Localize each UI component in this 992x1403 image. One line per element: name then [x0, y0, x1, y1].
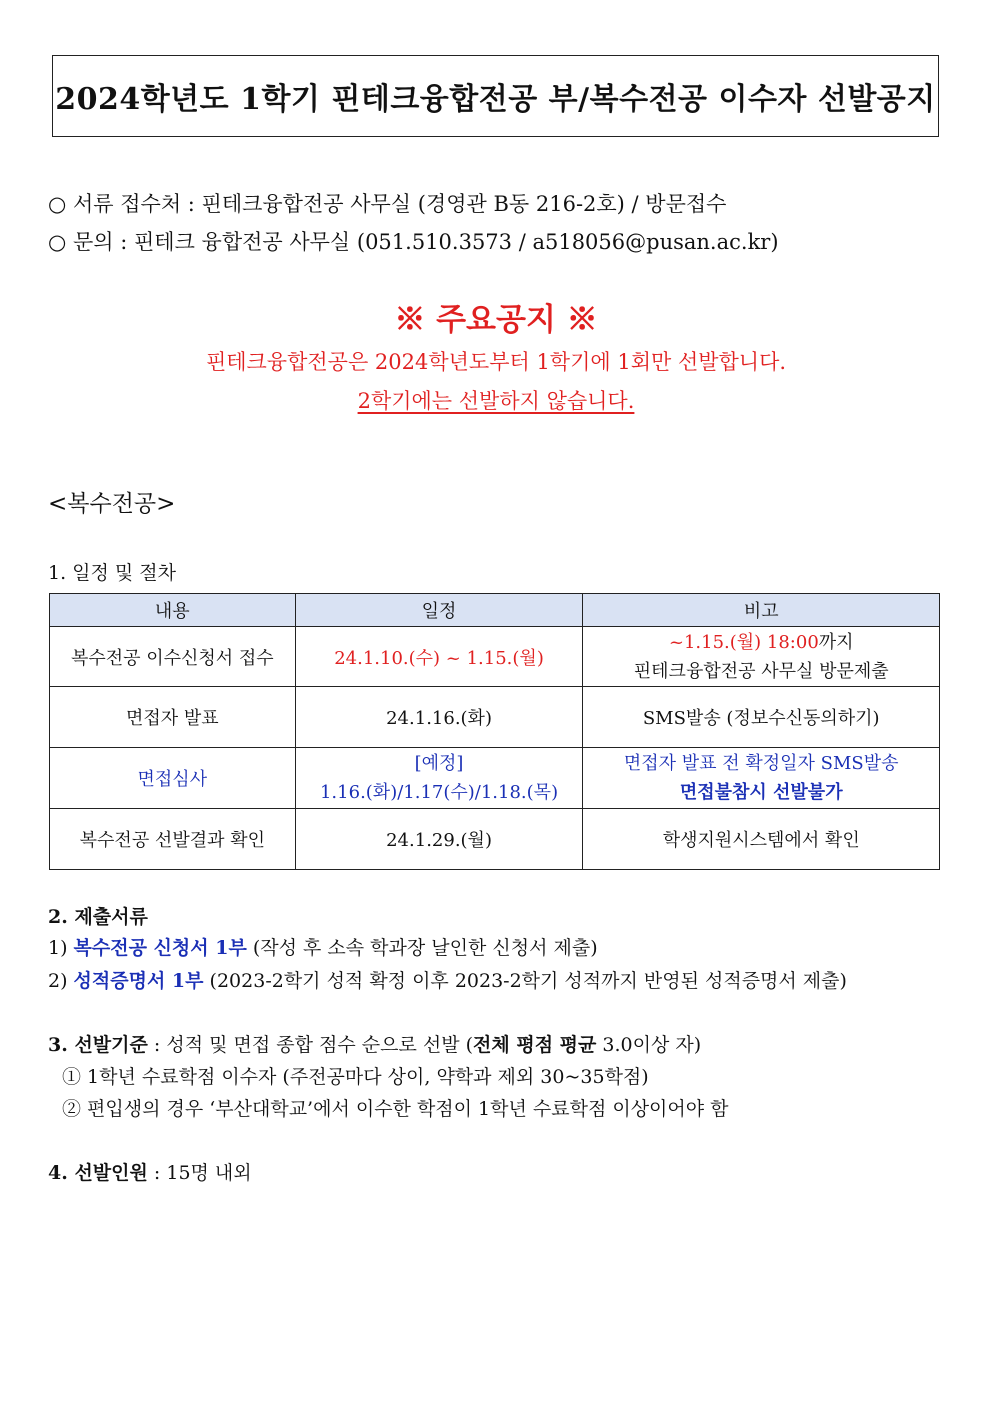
document-item-2: [48, 966, 847, 993]
document-item-1: [48, 933, 598, 960]
document-item-2-prefix: 2): [48, 970, 74, 992]
row-date-line: [예정]: [414, 753, 464, 774]
row-date-line: 1.16.(화)/1.17(수)/1.18.(목): [319, 782, 559, 803]
row-date: [295, 748, 583, 809]
row-note: [583, 748, 940, 809]
row-note-line: 면접자 발표 전 확정일자 SMS발송: [623, 753, 899, 774]
submission-location: ○ 서류 접수처 : 핀테크융합전공 사무실 (경영관 B동 216-2호) / 방문접수: [48, 192, 727, 216]
schedule-heading: 1. 일정 및 절차: [48, 562, 177, 584]
table-row: [50, 687, 940, 748]
schedule-table: [49, 593, 940, 870]
row-note-line: [583, 628, 939, 657]
contact-info: ○ 문의 : 핀테크 융합전공 사무실 (051.510.3573 / a518056@pusan.ac.kr): [48, 230, 779, 254]
row-item: 복수전공 이수신청서 접수: [50, 627, 296, 687]
table-row: [50, 809, 940, 870]
document-item-2-highlight: 성적증명서 1부: [73, 970, 204, 992]
row-note: SMS발송 (정보수신동의하기): [583, 687, 940, 748]
table-header-row: [50, 594, 940, 627]
document-item-2-rest: (2023-2학기 성적 확정 이후 2023-2학기 성적까지 반영된 성적증명서 제출): [203, 970, 847, 992]
row-date: 24.1.29.(월): [295, 809, 583, 870]
row-date: 24.1.16.(화): [295, 687, 583, 748]
table-row: [50, 627, 940, 687]
row-item: 복수전공 선발결과 확인: [50, 809, 296, 870]
quota-line: [48, 1158, 252, 1185]
section-heading: <복수전공>: [48, 491, 176, 517]
document-item-1-rest: (작성 후 소속 학과장 날인한 신청서 제출): [246, 937, 598, 959]
criteria-text-before: : 성적 및 면접 종합 점수 순으로 선발 (: [147, 1034, 474, 1056]
column-header: 내용: [50, 594, 296, 627]
notice-line-2-text: 2학기에는 선발하지 않습니다.: [357, 389, 635, 413]
row-note: [583, 627, 940, 687]
row-item: 면접심사: [50, 748, 296, 809]
criteria-line: [48, 1030, 701, 1057]
deadline-suffix: 까지: [818, 631, 854, 653]
notice-line-1: 핀테크융합전공은 2024학년도부터 1학기에 1회만 선발합니다.: [205, 350, 787, 374]
criteria-text-after: 3.0이상 자): [596, 1034, 702, 1056]
criteria-item-2: ② 편입생의 경우 ‘부산대학교’에서 이수한 학점이 1학년 수료학점 이상이어야 함: [62, 1098, 729, 1120]
documents-heading: 2. 제출서류: [48, 906, 148, 928]
row-date: 24.1.10.(수) ~ 1.15.(월): [295, 627, 583, 687]
notice-title: ※ 주요공지 ※: [394, 302, 598, 338]
criteria-text-bold: 전체 평점 평균: [473, 1034, 597, 1056]
page-title: 2024학년도 1학기 핀테크융합전공 부/복수전공 이수자 선발공지: [52, 55, 939, 137]
row-item: 면접자 발표: [50, 687, 296, 748]
row-note-line: 핀테크융합전공 사무실 방문제출: [633, 660, 889, 682]
row-note-line: 면접불참시 선발불가: [679, 782, 843, 803]
column-header: 비고: [583, 594, 940, 627]
criteria-heading: 3. 선발기준: [48, 1034, 148, 1056]
notice-line-2: [0, 385, 992, 415]
quota-text: : 15명 내외: [147, 1162, 252, 1184]
criteria-item-1: ① 1학년 수료학점 이수자 (주전공마다 상이, 약학과 제외 30~35학점): [62, 1066, 649, 1088]
column-header: 일정: [295, 594, 583, 627]
deadline-text: ~1.15.(월) 18:00: [668, 631, 819, 653]
row-note: 학생지원시스템에서 확인: [583, 809, 940, 870]
document-item-1-prefix: 1): [48, 937, 74, 959]
document-item-1-highlight: 복수전공 신청서 1부: [73, 937, 247, 959]
quota-heading: 4. 선발인원: [48, 1162, 148, 1184]
table-row: [50, 748, 940, 809]
